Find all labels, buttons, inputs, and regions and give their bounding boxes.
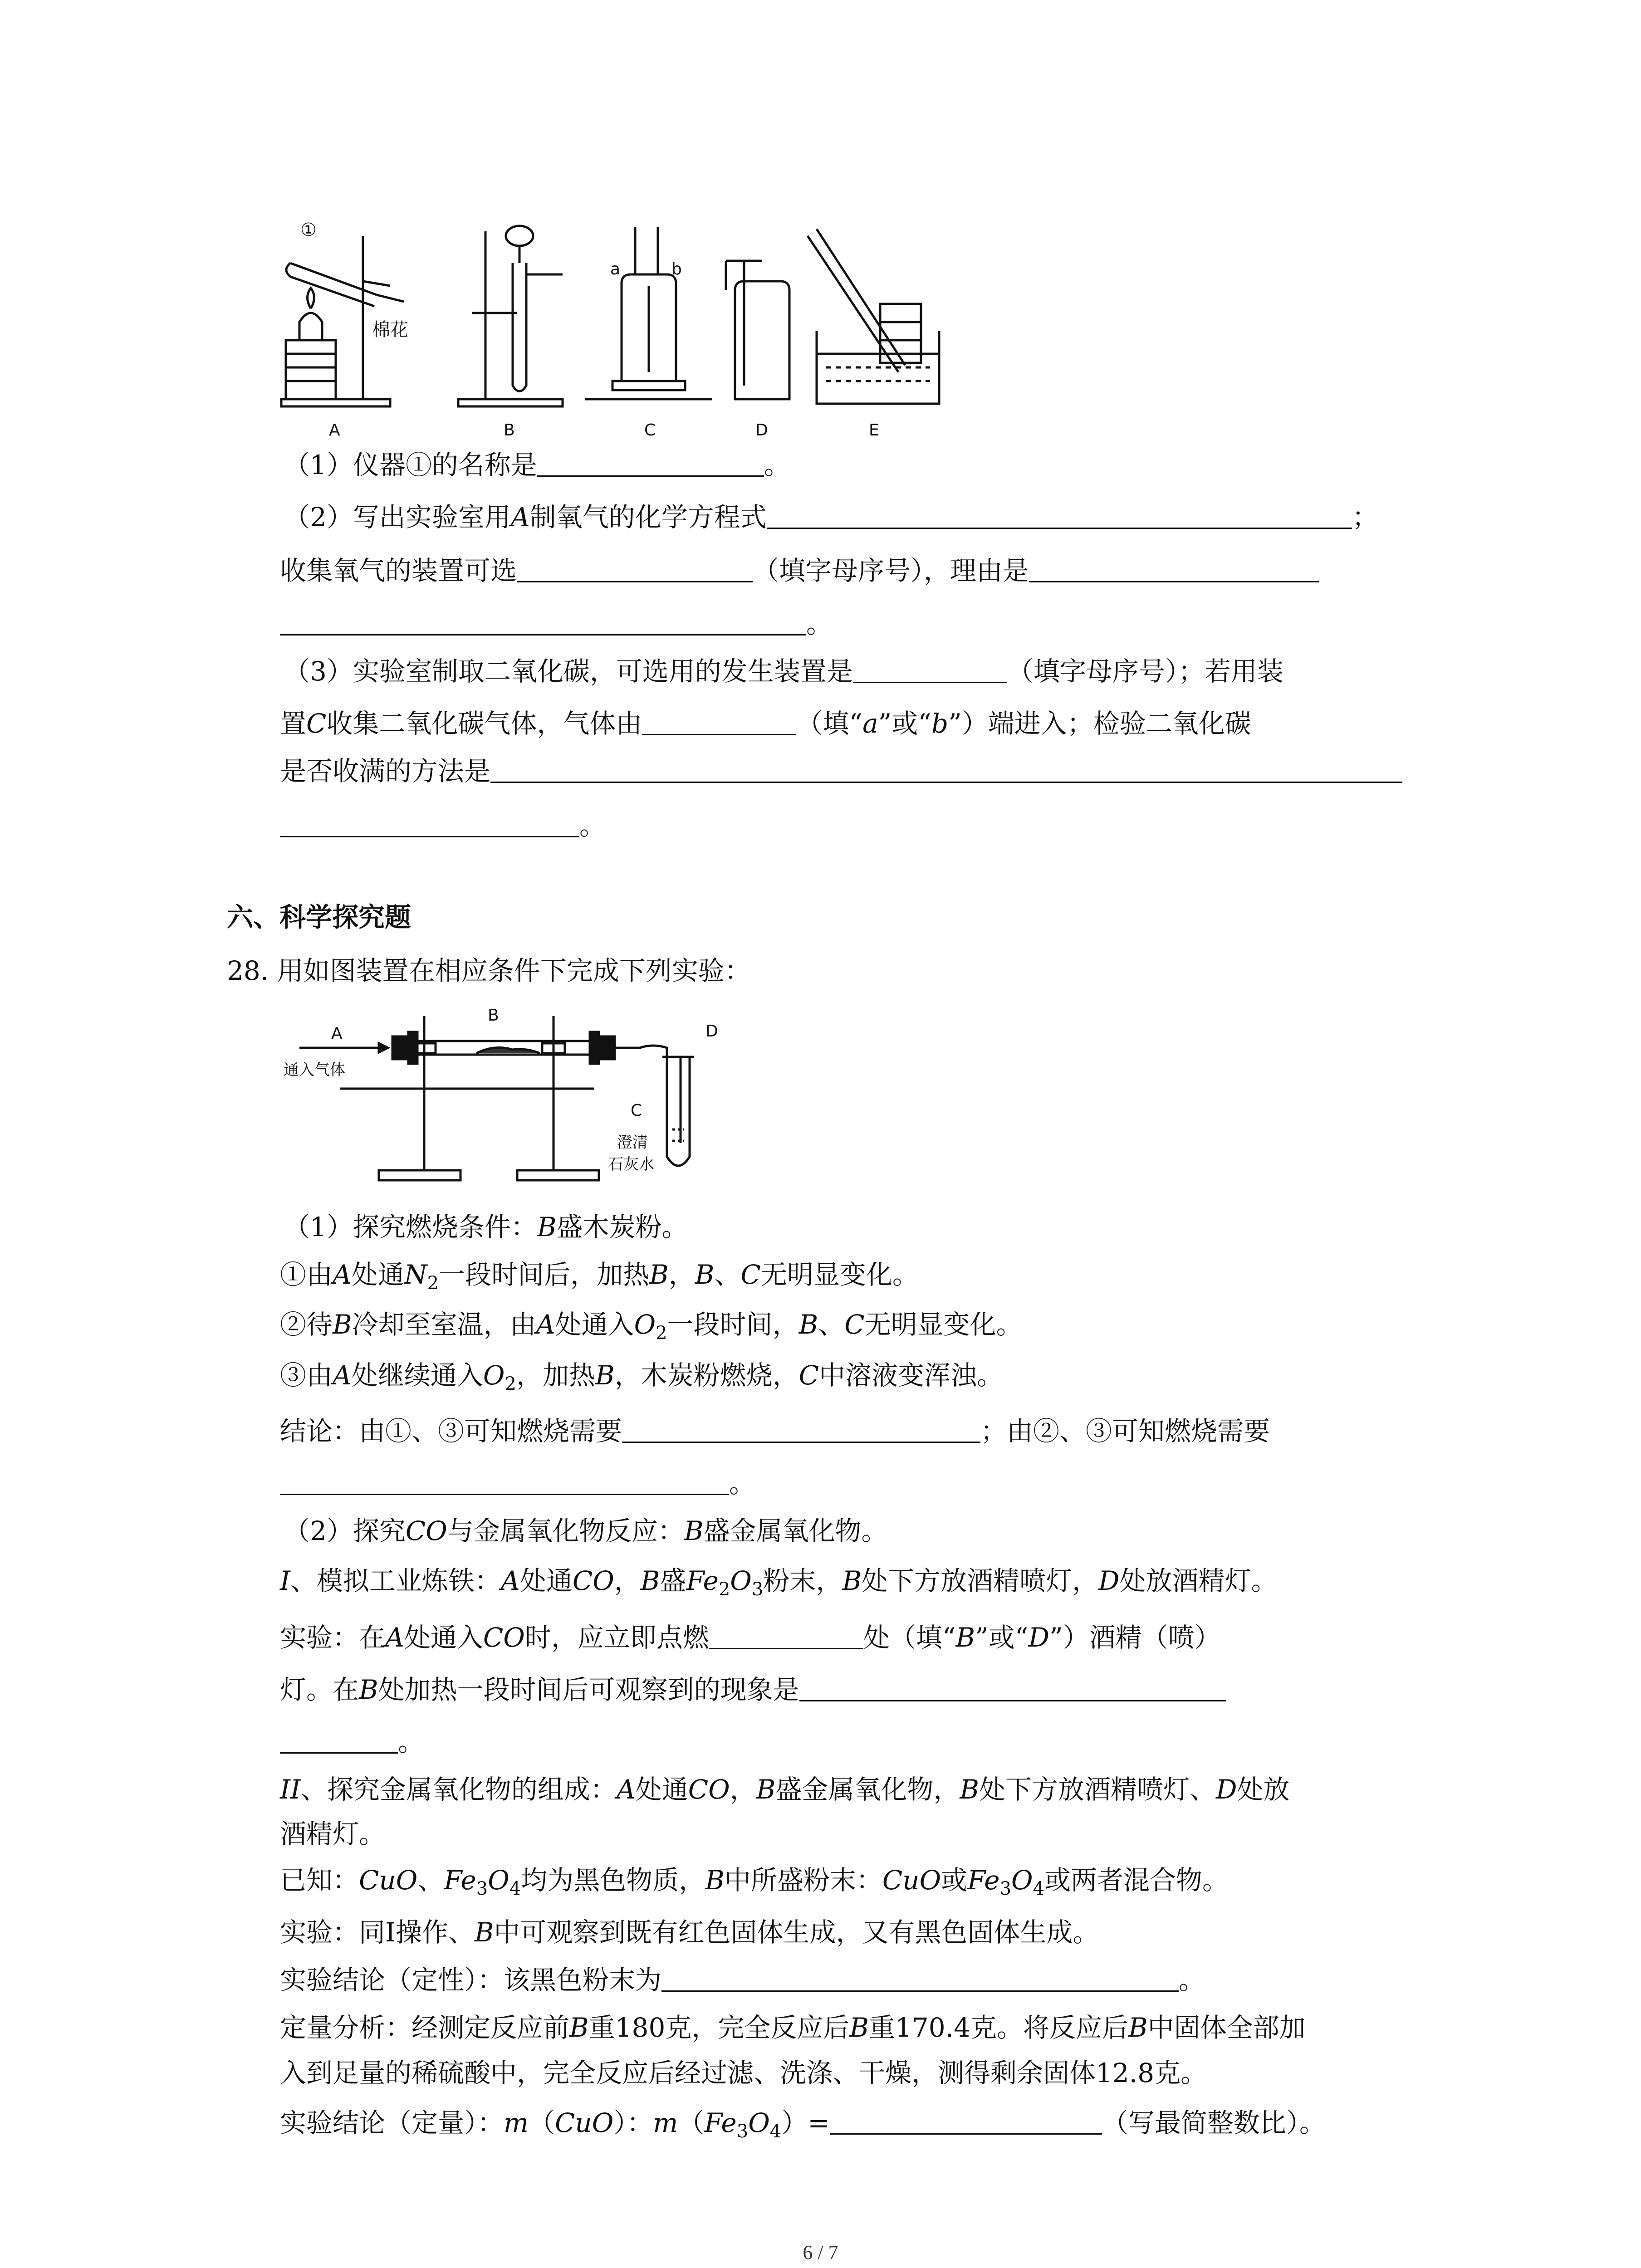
q28-step3: ③由A处继续通入$O_2$，加热B，木炭粉燃烧，C中溶液变浑浊。 — [280, 1360, 1003, 1394]
q28-known: 已知：CuO、$Fe_3O_4$均为黑色物质，B中所盛粉末：CuO或$Fe_3O_4$或两者混合物。 — [280, 1865, 1229, 1899]
q28-experiment2: 实验：同Ⅰ操作、B中可观察到既有红色固体生成，又有黑色固体生成。 — [280, 1917, 1099, 1948]
figure2-label-D: D — [705, 1022, 718, 1041]
answer-blank[interactable] — [280, 1466, 729, 1495]
answer-blank[interactable] — [830, 2106, 1102, 2135]
q27-part3-line2: 置C收集二氧化碳气体，气体由 （填“a”或“b”）端进入；检验二氧化碳 — [280, 705, 1251, 742]
tube-b-label: b — [671, 260, 682, 279]
q28-step2: ②待B冷却至室温，由A处通入$O_2$一段时间，B、C无明显变化。 — [280, 1309, 1023, 1344]
figure2-label-B: B — [488, 1006, 499, 1025]
q27-part3-line3: 是否收满的方法是 — [280, 753, 1402, 789]
q28-conclusion: 结论：由①、③可知燃烧需要 ；由②、③可知燃烧需要 — [280, 1413, 1270, 1449]
q28-ratio: 实验结论（定量）：m（CuO）：$m(Fe_3O_4)=$ （写最简整数比）。 — [280, 2105, 1326, 2141]
question-number: 28. — [227, 955, 269, 986]
circled-1-label: ① — [300, 220, 317, 240]
limewater-label-1: 澄清 — [617, 1134, 648, 1152]
q27-part2-line1: （2）写出实验室用A制氧气的化学方程式 ； — [284, 499, 1378, 535]
q27-part2-line3: 。 — [280, 606, 833, 642]
answer-blank[interactable] — [709, 1621, 863, 1649]
q28-step1: ①由A处通$N_2$一段时间后，加热B，B、C无明显变化。 — [280, 1259, 919, 1294]
answer-blank[interactable] — [490, 754, 1402, 783]
answer-blank[interactable] — [280, 607, 806, 635]
figure2-label-C: C — [631, 1101, 642, 1120]
q28-section-II-line2: 酒精灯。 — [280, 1818, 386, 1849]
answer-blank[interactable] — [642, 707, 796, 735]
caption-E: E — [869, 421, 879, 440]
q28-experiment1-line2: 灯。在B处加热一段时间后可观察到的现象是 — [280, 1672, 1226, 1708]
answer-blank[interactable] — [622, 1414, 980, 1443]
q28-qualitative: 实验结论（定性）：该黑色粉末为 。 — [280, 1962, 1205, 1998]
caption-D: D — [755, 421, 768, 440]
q27-part3-line1: （3）实验室制取二氧化碳，可选用的发生装置是 （填字母序号）；若用装 — [284, 653, 1283, 689]
caption-A: A — [329, 421, 340, 440]
q27-part1: （1）仪器①的名称是 。 — [284, 447, 790, 483]
cotton-label: 棉花 — [372, 319, 408, 340]
caption-C: C — [644, 421, 656, 440]
tube-a-label: a — [610, 260, 621, 279]
answer-blank[interactable] — [517, 554, 753, 582]
answer-blank[interactable] — [661, 1963, 1179, 1992]
q28-conclusion-line2: 。 — [280, 1465, 755, 1501]
q28-section-II: II、探究金属氧化物的组成：A处通CO，B盛金属氧化物，B处下方放酒精喷灯、D处放 — [280, 1774, 1290, 1805]
q28-quantitative-line2: 入到足量的稀硫酸中，完全反应后经过滤、洗涤、干燥，测得剩余固体12.8克。 — [280, 2058, 1207, 2088]
page-number: 6 / 7 — [803, 2241, 838, 2263]
gas-inlet-label: 通入气体 — [284, 1061, 345, 1079]
combustion-apparatus-figure — [281, 993, 735, 1198]
q28-intro: 28. 用如图装置在相应条件下完成下列实验： — [227, 955, 751, 986]
answer-blank[interactable] — [799, 1673, 1226, 1701]
answer-blank[interactable] — [853, 655, 1007, 683]
q27-part2-line2: 收集氧气的装置可选 （填字母序号），理由是 — [280, 552, 1319, 589]
q28-part2-title: （2）探究CO与金属氧化物反应：B盛金属氧化物。 — [284, 1515, 888, 1546]
section-heading: 六、科学探究题 — [227, 902, 411, 933]
q28-section-I: I、模拟工业炼铁：A处通CO，B盛$Fe_2O_3$粉末，B处下方放酒精喷灯，D处放酒精灯。 — [280, 1565, 1278, 1600]
q27-part3-line4: 。 — [280, 807, 606, 844]
limewater-label-2: 石灰水 — [608, 1155, 654, 1173]
q28-experiment1: 实验：在A处通入CO时，应立即点燃 处（填“B”或“D”）酒精（喷） — [280, 1619, 1221, 1656]
figure2-label-A: A — [331, 1024, 343, 1043]
answer-blank[interactable] — [280, 1725, 398, 1754]
answer-blank[interactable] — [767, 500, 1352, 529]
q28-experiment1-line3: 。 — [280, 1724, 424, 1760]
answer-blank[interactable] — [280, 809, 579, 837]
q28-quantitative-line1: 定量分析：经测定反应前B重180克，完全反应后B重170.4克。将反应后B中固体全部加 — [280, 2012, 1306, 2043]
answer-blank[interactable] — [537, 448, 764, 477]
caption-B: B — [504, 421, 515, 440]
q28-part1-title: （1）探究燃烧条件：B盛木炭粉。 — [284, 1212, 688, 1242]
answer-blank[interactable] — [1029, 554, 1319, 582]
lab-apparatus-figure — [272, 218, 962, 445]
